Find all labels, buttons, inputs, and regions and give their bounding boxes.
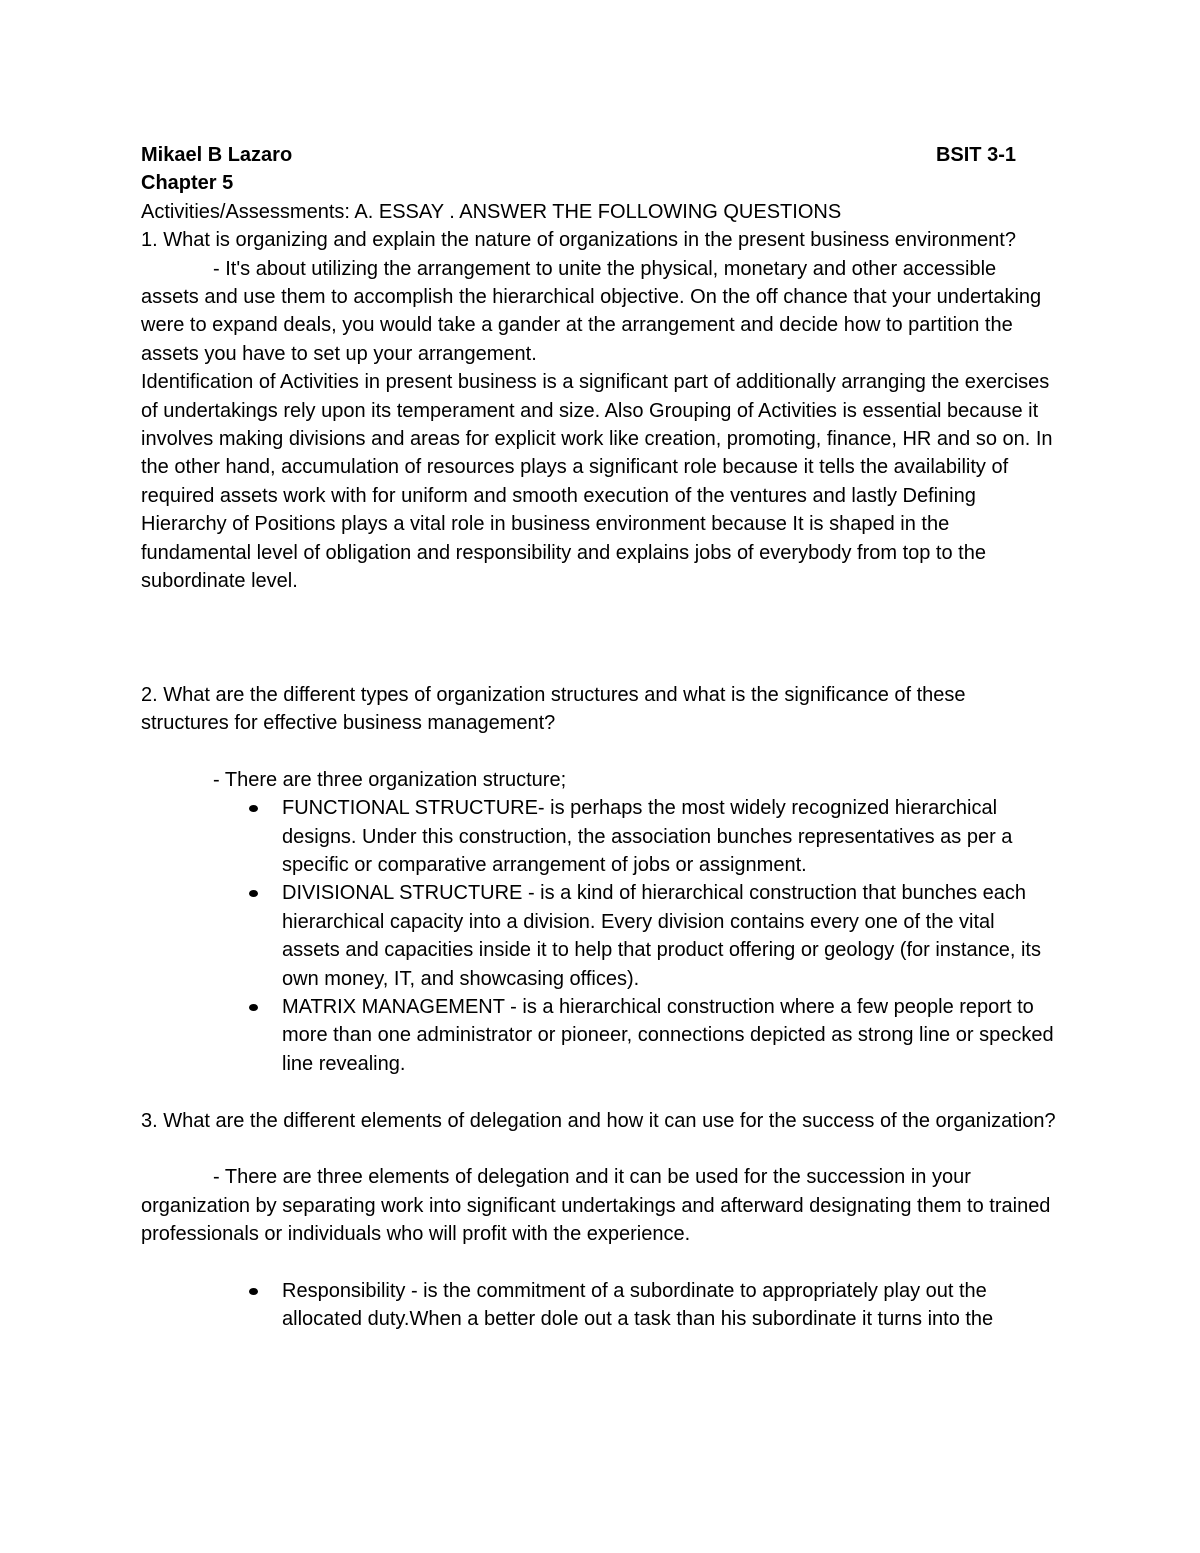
spacer: [141, 1135, 1056, 1163]
spacer: [141, 1249, 1056, 1277]
bullet-icon: [249, 1288, 258, 1295]
spacer: [141, 737, 1056, 765]
student-name: Mikael B Lazaro: [141, 144, 293, 166]
list-item: [282, 794, 1056, 879]
instructions: Activities/Assessments: A. ESSAY . ANSWER THE FOLLOWING QUESTIONS: [141, 200, 842, 223]
spacer: [141, 596, 1056, 681]
answer-3-intro: - There are three elements of delegation and it can be used for the succession in your organization by separating work into significant undertakings and afterward designating them to trained professionals or individuals who will profit with the experience.: [141, 1166, 1051, 1246]
bullet-icon: [249, 1004, 258, 1011]
chapter-title: Chapter 5: [141, 172, 234, 195]
answer-2-intro: - There are three organization structure;: [213, 768, 567, 791]
answer-1-body: Identification of Activities in present business is a significant part of additionally arranging the exercises of undertakings rely upon its temperament and size. Also Grouping of Activities is essential because it involves making divisions and areas for explicit work like creation, promoting, finance, HR and so on. In the other hand, accumulation of resources plays a significant role because it tells the availability of required assets work with for uniform and smooth execution of the ventures and lastly Defining Hierarchy of Positions plays a vital role in business environment because It is shaped in the fundamental level of obligation and responsibility and explains jobs of everybody from top to the subordinate level.: [141, 371, 1053, 593]
bullet-text: DIVISIONAL STRUCTURE - is a kind of hierarchical construction that bunches each hierarchical capacity into a division. Every division contains every one of the vital assets and capacities inside it to help that product offering or geology (for instance, its own money, IT, and showcasing offices).: [282, 882, 1041, 990]
header-row: [141, 141, 1056, 169]
bullet-text: FUNCTIONAL STRUCTURE- is perhaps the most widely recognized hierarchical designs. Under this construction, the association bunches representatives as per a specific or comparative arrangement of jobs or assignment.: [282, 797, 1013, 876]
student-section: BSIT 3-1: [935, 144, 1016, 166]
list-item: [282, 879, 1056, 993]
answer-3-bullet-list: [141, 1277, 1056, 1334]
list-item: [282, 993, 1056, 1078]
bullet-icon: [249, 805, 258, 812]
answer-1-intro: - It's about utilizing the arrangement to unite the physical, monetary and other accessible assets and use them to accomplish the hierarchical objective. On the off chance that your undertaking were to expand deals, you would take a gander at the arrangement and decide how to partition the assets you have to set up your arrangement.: [141, 257, 1042, 365]
question-1: 1. What is organizing and explain the nature of organizations in the present business environment?: [141, 229, 1016, 252]
answer-2-bullet-list: [141, 794, 1056, 1078]
document-content: [141, 141, 1056, 1334]
spacer: [141, 1078, 1056, 1106]
bullet-text: Responsibility - is the commitment of a subordinate to appropriately play out the allocated duty.When a better dole out a task than his subordinate it turns into the: [282, 1279, 994, 1331]
list-item: [282, 1277, 1056, 1334]
bullet-icon: [249, 890, 258, 897]
bullet-text: MATRIX MANAGEMENT - is a hierarchical construction where a few people report to more than one administrator or pioneer, connections depicted as strong line or specked line revealing.: [282, 995, 1054, 1075]
question-2: 2. What are the different types of organization structures and what is the significance of these structures for effective business management?: [141, 683, 966, 734]
question-3: 3. What are the different elements of delegation and how it can use for the success of the organization?: [141, 1109, 1056, 1132]
